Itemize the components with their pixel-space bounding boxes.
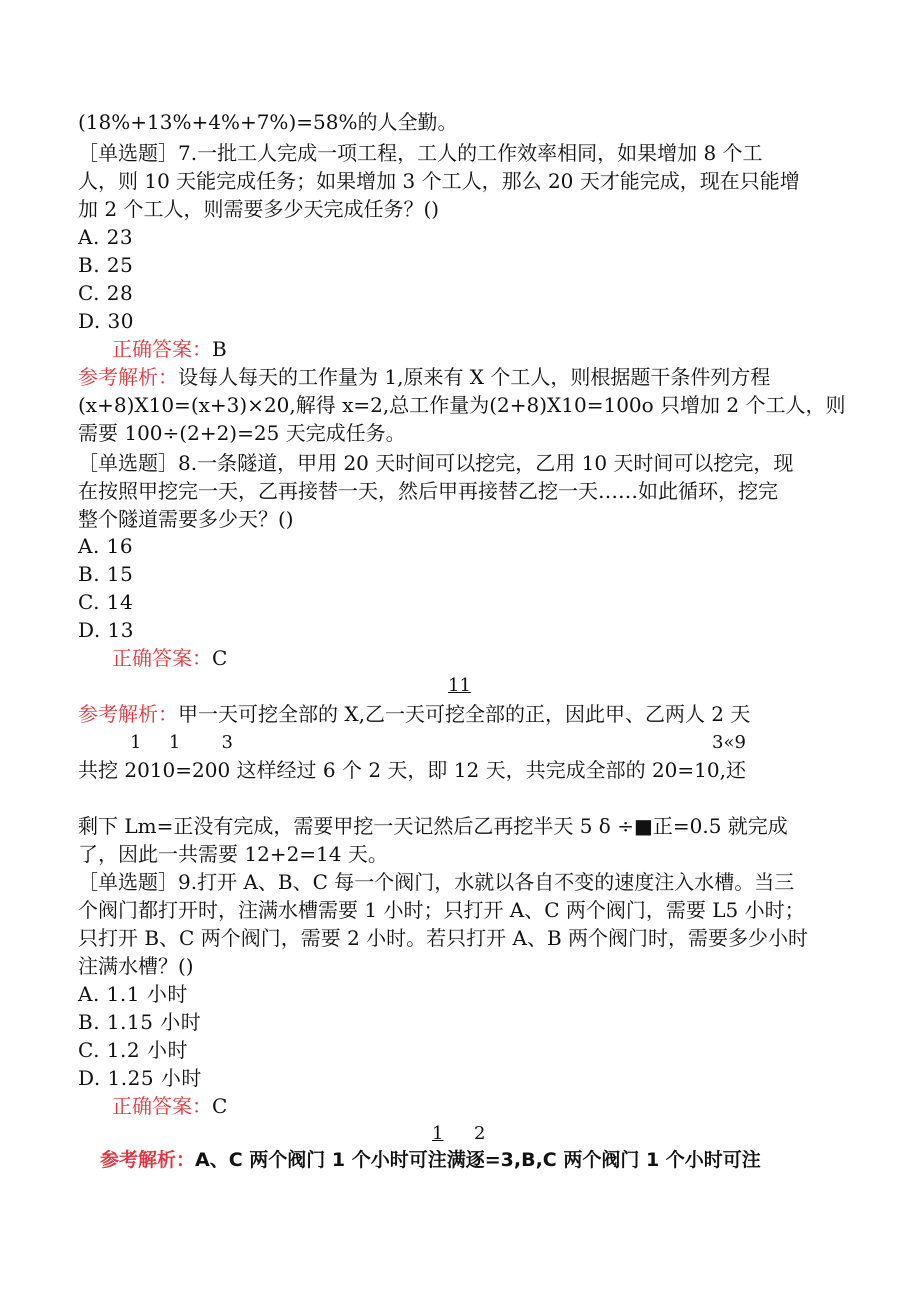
q9-option-b: B. 1.15 小时 [78,1010,202,1034]
q7-question-line-2: 人，则 10 天能完成任务；如果增加 3 个工人，那么 20 天才能完成，现在只能增 [78,169,800,193]
q8-option-c: C. 14 [78,590,134,614]
q7-analysis-line-3: 需要 100÷(2+2)=25 天完成任务。 [78,421,406,445]
answer-value: B [212,337,227,361]
q8-analysis-line-4: 了，因此一共需要 12+2=14 天。 [78,842,388,866]
q8-option-b: B. 15 [78,562,134,586]
q9-option-c: C. 1.2 小时 [78,1038,188,1062]
q9-question-line-1: ［单选题］9.打开 A、B、C 每一个阀门，水就以各自不变的速度注入水槽。当三 [78,870,795,894]
q9-fraction-numerator-2: 2 [474,1123,486,1144]
q8-question-line-2: 在按照甲挖完一天，乙再接替一天，然后甲再接替乙挖一天……如此循环，挖完 [78,479,778,503]
q9-question-line-2: 个阀门都打开时，注满水槽需要 1 小时；只打开 A、C 两个阀门，需要 L5 小时； [78,898,805,922]
answer-label: 正确答案： [112,646,212,670]
analysis-label: 参考解析： [100,1149,196,1171]
q8-option-a: A. 16 [78,534,134,558]
q7-correct-answer [112,335,227,363]
q9-option-d: D. 1.25 小时 [78,1066,202,1090]
q9-question-line-4: 注满水槽？() [78,954,194,978]
q9-analysis-line-1 [100,1146,761,1174]
q9-question-line-3: 只打开 B、C 两个阀门，需要 2 小时。若只打开 A、B 两个阀门时，需要多少小时 [78,926,809,950]
q7-option-b: B. 25 [78,253,134,277]
q9-fraction-numerator-1: 1 [432,1123,444,1144]
q8-fraction-row-a: 1 1 3 [130,732,233,753]
analysis-text: 甲一天可挖全部的 X,乙一天可挖全部的正，因此甲、乙两人 2 天 [178,702,751,726]
answer-label: 正确答案： [112,1094,212,1118]
q9-correct-answer [112,1092,227,1120]
q8-fraction-numerator: 11 [448,675,471,696]
q7-analysis-line-2: (x+8)X10=(x+3)×20,解得 x=2,总工作量为(2+8)X10=100o 只增加 2 个工人，则 [78,393,846,417]
q8-analysis-line-2: 共挖 2010=200 这样经过 6 个 2 天，即 12 天，共完成全部的 20=10,还 [78,758,746,782]
q7-option-d: D. 30 [78,309,134,333]
q7-question-line-1: ［单选题］7.一批工人完成一项工程，工人的工作效率相同，如果增加 8 个工 [78,141,763,165]
q7-analysis-line-1 [78,363,770,391]
answer-label: 正确答案： [112,337,212,361]
q8-correct-answer [112,644,227,672]
q8-question-line-3: 整个隧道需要多少天？() [78,507,294,531]
q8-analysis-line-3: 剩下 Lm=正没有完成，需要甲挖一天记然后乙再挖半天 5 δ ÷■正=0.5 就完成 [78,814,788,838]
analysis-text: A、C 两个阀门 1 个小时可注满逐=3,B,C 两个阀门 1 个小时可注 [195,1149,761,1171]
q8-option-d: D. 13 [78,618,134,642]
analysis-label: 参考解析： [78,365,178,389]
q6-conclusion: (18%+13%+4%+7%)=58%的人全勤。 [78,110,458,134]
q8-analysis-line-1 [78,700,750,728]
q8-fraction-row-b: 3«9 [712,732,746,753]
analysis-label: 参考解析： [78,702,178,726]
q9-option-a: A. 1.1 小时 [78,982,188,1006]
q7-question-line-3: 加 2 个工人，则需要多少天完成任务？() [78,197,440,221]
q7-option-c: C. 28 [78,281,134,305]
q7-option-a: A. 23 [78,225,134,249]
answer-value: C [212,1094,228,1118]
answer-value: C [212,646,228,670]
analysis-text: 设每人每天的工作量为 1,原来有 X 个工人，则根据题干条件列方程 [178,365,771,389]
q8-question-line-1: ［单选题］8.一条隧道，甲用 20 天时间可以挖完，乙用 10 天时间可以挖完，现 [78,451,794,475]
